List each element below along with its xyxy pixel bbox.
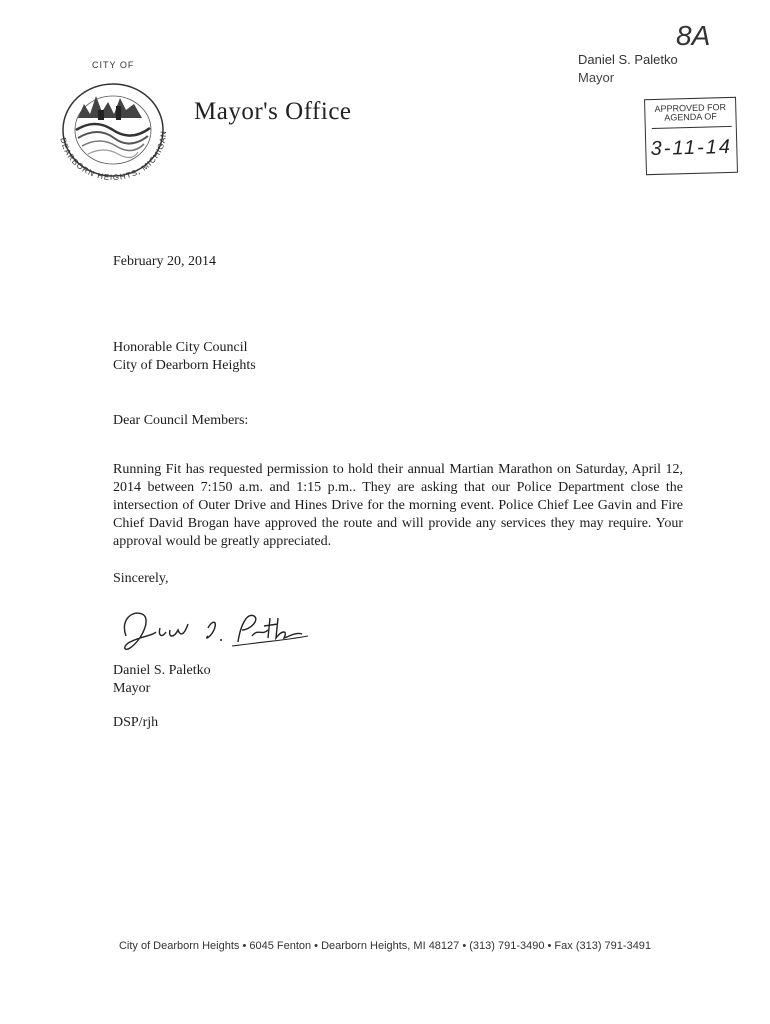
stamp-date: 3-11-14	[650, 135, 733, 161]
closing: Sincerely,	[113, 571, 169, 586]
stamp-line-agenda: AGENDA OF	[664, 111, 717, 123]
letterhead-mayor-name: Daniel S. Paletko	[578, 52, 678, 67]
office-title: Mayor's Office	[194, 98, 352, 125]
city-seal-logo	[50, 74, 176, 186]
seal-label: CITY OF	[92, 60, 135, 70]
stamp-line-approved: APPROVED FOR	[654, 102, 727, 114]
signer-title: Mayor	[113, 681, 151, 696]
handwritten-signature	[112, 606, 312, 658]
recipient-line-2: City of Dearborn Heights	[113, 358, 256, 373]
stamp-divider	[652, 126, 732, 129]
typist-initials: DSP/rjh	[113, 715, 159, 730]
letter-date: February 20, 2014	[113, 254, 217, 269]
signer-name: Daniel S. Paletko	[113, 663, 211, 678]
letterhead-footer: City of Dearborn Heights • 6045 Fenton • Dearborn Heights, MI 48127 • (313) 791-3490 • Fax (313) 791-3491	[118, 940, 652, 952]
handwritten-agenda-number: 8A	[676, 20, 711, 51]
seal-ring-text: DEARBORN HEIGHTS, MICHIGAN	[58, 130, 169, 183]
approval-stamp	[644, 97, 738, 175]
recipient-line-1: Honorable City Council	[113, 340, 248, 355]
letter-body: Running Fit has requested permission to hold their annual Martian Marathon on Saturday, April 12, 2014 between 7:150 a.m. and 1:15 p.m.. They are asking that our Police Department close the intersection of Outer Drive and Hines Drive for the morning event. Police Chief Lee Gavin and Fire Chief David Brogan have approved the route and will provide any services they may require. Your approval would be greatly appreciated.	[113, 462, 683, 549]
letterhead-mayor-title: Mayor	[578, 70, 615, 85]
salutation: Dear Council Members:	[113, 413, 249, 428]
